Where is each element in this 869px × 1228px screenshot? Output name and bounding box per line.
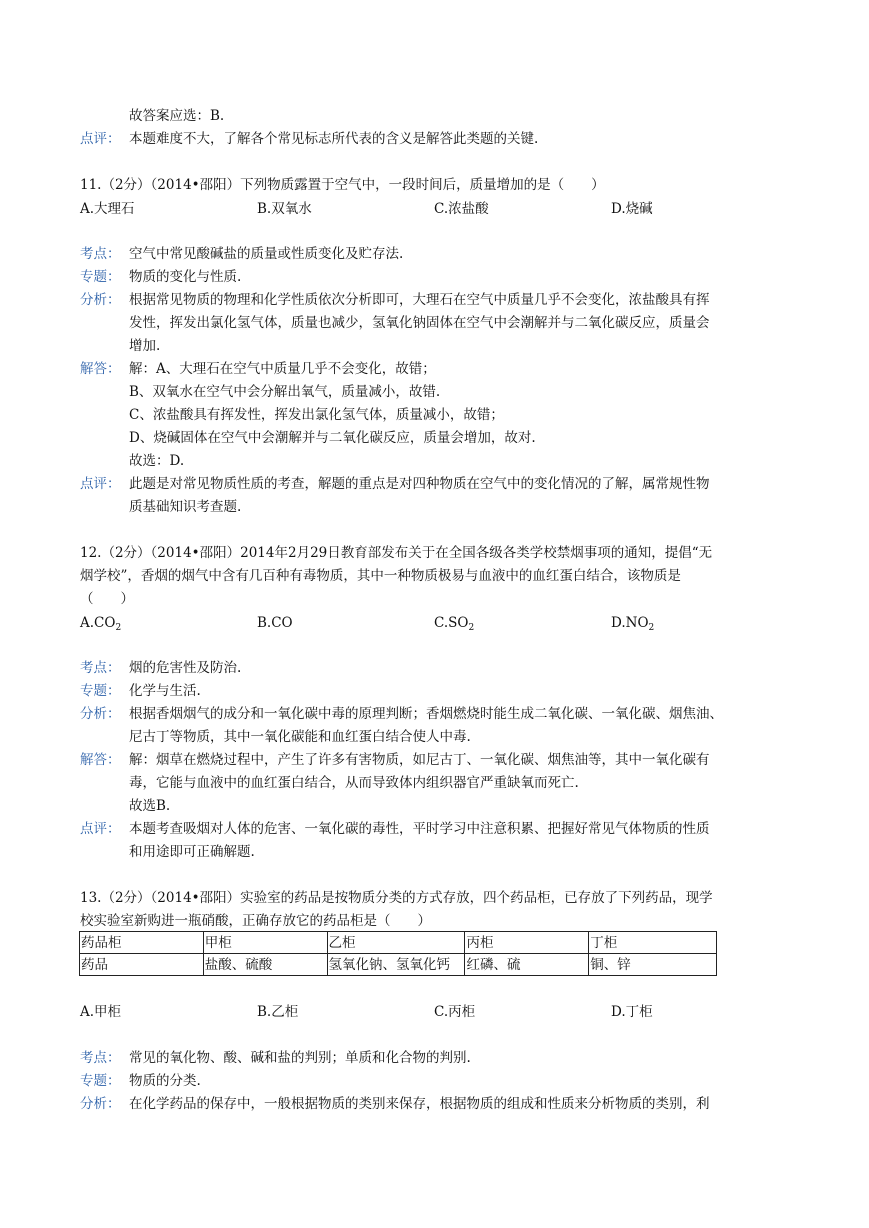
q13-option-b: B.乙柜 [257, 1004, 299, 1020]
q12-kaodian-label: 考点： [80, 660, 121, 676]
table-cell: 铜、锌 [589, 954, 717, 976]
q11-fenxi-line: 发性，挥发出氯化氢气体，质量也减少，氢氧化钠固体在空气中会潮解并与二氧化碳反应，质量会 [129, 315, 710, 331]
q11-jieda-line: C、浓盐酸具有挥发性，挥发出氯化氢气体，质量减小，故错； [129, 407, 504, 423]
q13-option-a: A.甲柜 [80, 1004, 122, 1020]
q12-option-b [257, 614, 293, 632]
q12-jieda-line: 解：烟草在燃烧过程中，产生了许多有害物质，如尼古丁、一氧化碳、烟焦油等，其中一氧化碳有 [129, 752, 710, 768]
q10-comment-label: 点评： [80, 131, 121, 147]
q12-zhuanti: 化学与生活. [129, 683, 201, 699]
q12-dianping-label: 点评： [80, 821, 121, 837]
q13-kaodian: 常见的氧化物、酸、碱和盐的判别；单质和化合物的判别. [129, 1050, 471, 1066]
table-cell: 丙柜 [465, 932, 589, 954]
q12-stem-line: （ ） [80, 591, 134, 607]
q12-option-d [611, 614, 654, 637]
q12-dianping-line: 本题考查吸烟对人体的危害、一氧化碳的毒性，平时学习中注意积累、把握好常见气体物质的性质 [129, 821, 710, 837]
q11-jieda-line: D、烧碱固体在空气中会潮解并与二氧化碳反应，质量会增加，故对. [129, 430, 536, 446]
q11-zhuanti: 物质的变化与性质. [129, 269, 242, 285]
cabinet-table [79, 931, 717, 976]
q12-option-a [80, 614, 121, 637]
table-cell: 红磷、硫 [465, 954, 589, 976]
q13-fenxi-label: 分析： [80, 1096, 121, 1112]
q11-jieda-label: 解答： [80, 361, 121, 377]
q12-zhuanti-label: 专题： [80, 683, 121, 699]
q12-kaodian: 烟的危害性及防治. [129, 660, 242, 676]
q13-stem-line: 13.（2分）（2014•邵阳）实验室的药品是按物质分类的方式存放，四个药品柜，已存放了下列药品，现学 [80, 890, 713, 906]
table-cell: 乙柜 [327, 932, 465, 954]
q11-kaodian: 空气中常见酸碱盐的质量或性质变化及贮存法. [129, 246, 404, 262]
table-cell: 氢氧化钠、氢氧化钙 [327, 954, 465, 976]
q11-jieda-line: 解：A、大理石在空气中质量几乎不会变化，故错； [129, 361, 436, 377]
q11-option-c: C.浓盐酸 [434, 201, 489, 217]
table-cell: 药品柜 [80, 932, 204, 954]
q12-jieda-line: 毒，它能与血液中的血红蛋白结合，从而导致体内组织器官严重缺氧而死亡. [129, 775, 579, 791]
q11-option-a: A.大理石 [80, 201, 135, 217]
q12-option-a-sub: 2 [115, 623, 122, 633]
q11-jieda-line: 故选：D. [129, 453, 185, 469]
q13-zhuanti-label: 专题： [80, 1073, 121, 1089]
q12-option-c [434, 614, 474, 637]
table-cell: 丁柜 [589, 932, 717, 954]
q11-dianping-line: 此题是对常见物质性质的考查，解题的重点是对四种物质在空气中的变化情况的了解，属常规性物 [129, 476, 710, 492]
q12-jieda-label: 解答： [80, 752, 121, 768]
table-row [80, 954, 717, 976]
q11-jieda-line: B、双氧水在空气中会分解出氧气，质量减小，故错. [129, 384, 441, 400]
q13-kaodian-label: 考点： [80, 1050, 121, 1066]
table-cell: 甲柜 [203, 932, 327, 954]
q12-fenxi-label: 分析： [80, 706, 121, 722]
q13-option-d: D.丁柜 [611, 1004, 653, 1020]
q11-fenxi-label: 分析： [80, 292, 121, 308]
q12-option-c-sub: 2 [468, 623, 475, 633]
q12-fenxi-line: 尼古丁等物质，其中一氧化碳能和血红蛋白结合使人中毒. [129, 729, 471, 745]
q11-zhuanti-label: 专题： [80, 269, 121, 285]
q12-option-c-main: C.SO [434, 615, 469, 631]
q12-dianping-line: 和用途即可正确解题. [129, 844, 255, 860]
q11-fenxi-line: 增加. [129, 338, 161, 354]
q12-option-d-main: D.NO [611, 615, 649, 631]
q11-option-b: B.双氧水 [257, 201, 312, 217]
q12-stem-line: 12.（2分）（2014•邵阳）2014年2月29日教育部发布关于在全国各级各类学校禁烟事项的通知，提倡“无 [80, 545, 713, 561]
q11-dianping-label: 点评： [80, 476, 121, 492]
q12-option-d-sub: 2 [648, 623, 655, 633]
q12-option-b-main: B.CO [257, 615, 293, 631]
q11-option-d: D.烧碱 [611, 201, 653, 217]
table-cell: 药品 [80, 954, 204, 976]
q13-stem-line: 校实验室新购进一瓶硝酸，正确存放它的药品柜是（ ） [80, 913, 431, 929]
q12-stem-line: 烟学校”，香烟的烟气中含有几百种有毒物质，其中一种物质极易与血液中的血红蛋白结合，该物质是 [80, 568, 681, 584]
q13-fenxi-line: 在化学药品的保存中，一般根据物质的类别来保存，根据物质的组成和性质来分析物质的类别，利 [129, 1096, 710, 1112]
q12-jieda-line: 故选B. [129, 798, 171, 814]
q11-stem: 11.（2分）（2014•邵阳）下列物质露置于空气中，一段时间后，质量增加的是（ ） [80, 177, 605, 193]
q13-option-c: C.丙柜 [434, 1004, 476, 1020]
q12-option-a-main: A.CO [80, 615, 116, 631]
q12-fenxi-line: 根据香烟烟气的成分和一氧化碳中毒的原理判断；香烟燃烧时能生成二氧化碳、一氧化碳、烟焦油、 [129, 706, 723, 722]
table-cell: 盐酸、硫酸 [203, 954, 327, 976]
q11-dianping-line: 质基础知识考查题. [129, 499, 242, 515]
q13-zhuanti: 物质的分类. [129, 1073, 201, 1089]
q10-answer: 故答案应选：B. [129, 108, 225, 124]
q11-kaodian-label: 考点： [80, 246, 121, 262]
q10-comment: 本题难度不大，了解各个常见标志所代表的含义是解答此类题的关键. [129, 131, 539, 147]
table-row [80, 932, 717, 954]
q11-fenxi-line: 根据常见物质的物理和化学性质依次分析即可，大理石在空气中质量几乎不会变化，浓盐酸具有挥 [129, 292, 710, 308]
